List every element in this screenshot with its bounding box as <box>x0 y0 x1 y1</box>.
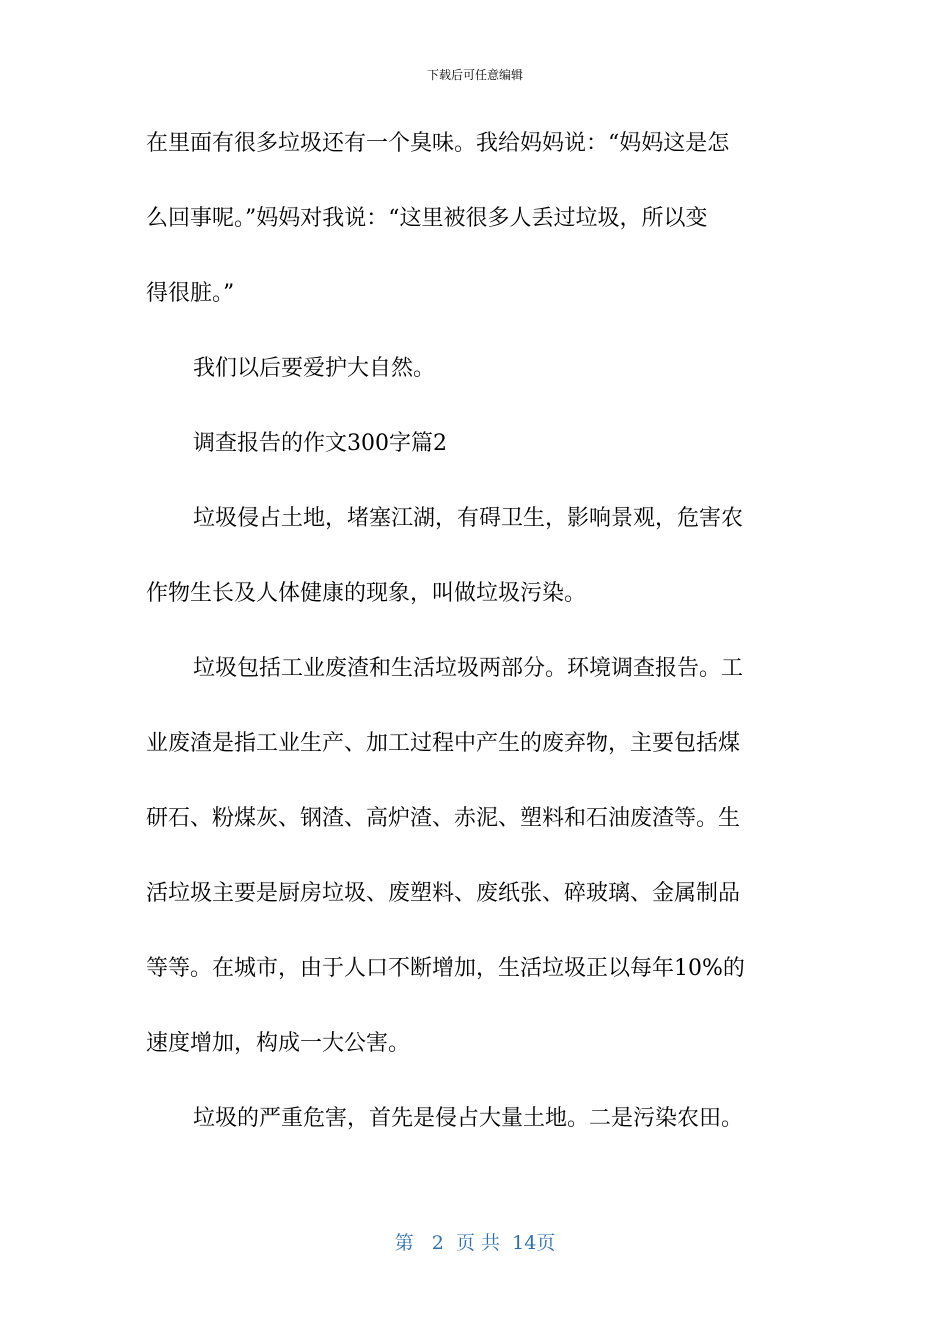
footer-total-pages: 14 <box>512 1232 537 1254</box>
footer-page-number: 2 <box>431 1232 444 1254</box>
paragraph-line: 等等。在城市，由于人口不断增加，生活垃圾正以每年10%的 <box>146 956 745 981</box>
paragraph-line: 研石、粉煤灰、钢渣、高炉渣、赤泥、塑料和石油废渣等。生 <box>146 806 741 831</box>
paragraph-line: 速度增加，构成一大公害。 <box>146 1031 411 1056</box>
page-header: 下载后可任意编辑 <box>426 68 523 82</box>
paragraph-line: 我们以后要爱护大自然。 <box>193 356 436 381</box>
footer-prefix: 第 <box>394 1232 414 1254</box>
footer-suffix: 页 <box>536 1232 556 1254</box>
page-footer <box>0 1228 950 1255</box>
paragraph-line: 作物生长及人体健康的现象，叫做垃圾污染。 <box>146 581 587 606</box>
paragraph-line: 垃圾包括工业废渣和生活垃圾两部分。环境调查报告。工 <box>193 656 744 681</box>
section-heading: 调查报告的作文300字篇2 <box>193 431 447 456</box>
paragraph-line: 得很脏。” <box>146 281 235 306</box>
paragraph-line: 活垃圾主要是厨房垃圾、废塑料、废纸张、碎玻璃、金属制品 <box>146 881 741 906</box>
paragraph-line: 业废渣是指工业生产、加工过程中产生的废弃物，主要包括煤 <box>146 731 741 756</box>
paragraph-line: 垃圾侵占土地，堵塞江湖，有碍卫生，影响景观，危害农 <box>193 506 744 531</box>
paragraph-line: 垃圾的严重危害，首先是侵占大量土地。二是污染农田。 <box>193 1106 744 1131</box>
paragraph-line: 么回事呢。”妈妈对我说：“这里被很多人丢过垃圾，所以变 <box>146 206 708 231</box>
footer-middle: 页 共 <box>455 1232 501 1254</box>
paragraph-line: 在里面有很多垃圾还有一个臭味。我给妈妈说：“妈妈这是怎 <box>146 131 730 156</box>
